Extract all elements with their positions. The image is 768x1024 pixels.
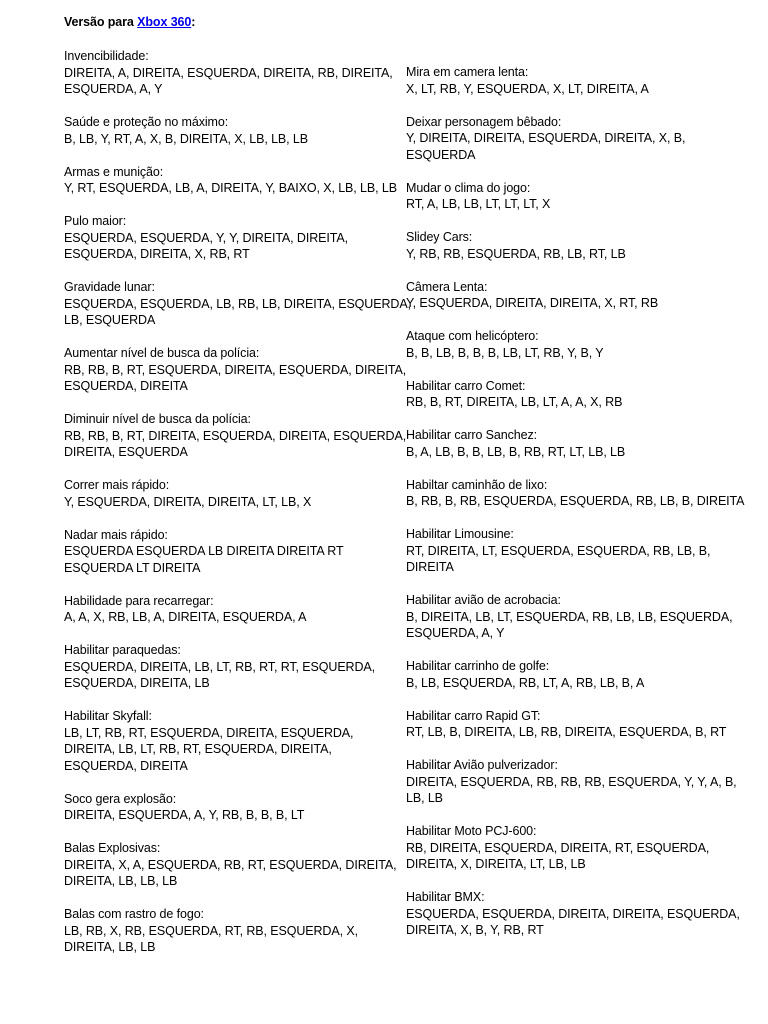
cheat-code bbox=[64, 428, 406, 461]
cheat-name: Habilitar Limousine: bbox=[406, 527, 514, 541]
cheat-code bbox=[406, 444, 756, 461]
cheat-code-line: DIREITA, X, A, ESQUERDA, RB, RT, ESQUERDA, DIREITA, bbox=[64, 857, 397, 872]
cheat-code-line: DIREITA, ESQUERDA, RB, RB, RB, ESQUERDA, Y, Y, A, B, bbox=[406, 774, 737, 789]
cheat-code-line: B, RB, B, RB, ESQUERDA, ESQUERDA, RB, LB, B, DIREITA bbox=[406, 494, 745, 508]
cheat-name: Balas com rastro de fogo: bbox=[64, 907, 204, 921]
cheat-code bbox=[406, 493, 756, 510]
cheat-code-line: ESQUERDA, A, Y bbox=[64, 82, 163, 96]
cheat-code bbox=[406, 246, 756, 263]
cheat-section bbox=[406, 477, 756, 510]
cheat-code bbox=[406, 840, 756, 873]
cheat-code-line: X, LT, RB, Y, ESQUERDA, X, LT, DIREITA, A bbox=[406, 81, 649, 96]
cheat-name: Habilitar avião de acrobacia: bbox=[406, 593, 561, 607]
cheat-code bbox=[64, 923, 406, 956]
cheat-name: Saúde e proteção no máximo: bbox=[64, 115, 229, 129]
cheat-name: Gravidade lunar: bbox=[64, 280, 155, 294]
cheat-code bbox=[406, 196, 756, 213]
cheat-code bbox=[64, 725, 406, 775]
cheat-name: Habilitar BMX: bbox=[406, 890, 485, 904]
cheat-code-line: ESQUERDA, DIREITA bbox=[64, 758, 188, 773]
cheat-code-line: ESQUERDA, DIREITA, X, RB, RT bbox=[64, 247, 250, 261]
cheat-section bbox=[64, 48, 406, 98]
cheat-name: Habilitar Moto PCJ-600: bbox=[406, 824, 537, 838]
cheat-code bbox=[64, 609, 406, 626]
title-prefix: Versão para bbox=[64, 15, 138, 29]
cheat-name: Habiltar caminhão de lixo: bbox=[406, 477, 548, 492]
cheat-section bbox=[64, 791, 406, 824]
cheat-code-line: ESQUERDA, A, Y bbox=[406, 626, 505, 640]
cheat-code-line: ESQUERDA bbox=[406, 147, 476, 162]
cheat-name: Câmera Lenta: bbox=[406, 279, 488, 294]
cheat-section bbox=[64, 114, 406, 147]
cheat-code bbox=[406, 724, 756, 741]
cheat-name: Slidey Cars: bbox=[406, 230, 473, 244]
cheat-section bbox=[64, 477, 406, 510]
cheat-code-line: DIREITA, LB, LB, LB bbox=[64, 874, 178, 888]
cheat-code-line: DIREITA, X, DIREITA, LT, LB, LB bbox=[406, 857, 586, 871]
cheat-name: Habilitar carro Rapid GT: bbox=[406, 708, 541, 723]
cheat-name: Invencibilidade: bbox=[64, 49, 149, 63]
cheat-name: Deixar personagem bêbado: bbox=[406, 114, 562, 129]
cheat-code bbox=[64, 131, 406, 148]
left-column bbox=[64, 48, 411, 972]
cheat-section bbox=[406, 592, 756, 642]
cheat-code bbox=[406, 81, 756, 98]
cheat-code-line: ESQUERDA, DIREITA bbox=[64, 379, 188, 393]
cheat-code-line: A, A, X, RB, LB, A, DIREITA, ESQUERDA, A bbox=[64, 610, 307, 624]
cheat-code-line: B, LB, Y, RT, A, X, B, DIREITA, X, LB, LB, LB bbox=[64, 131, 308, 146]
cheat-name: Habilitar carro Sanchez: bbox=[406, 428, 537, 442]
cheat-section bbox=[406, 757, 756, 807]
cheat-section bbox=[406, 823, 756, 873]
title-suffix: : bbox=[191, 15, 196, 29]
cheat-code-line: LB, LB bbox=[406, 791, 443, 805]
cheat-code bbox=[64, 807, 406, 824]
cheat-code bbox=[406, 675, 756, 692]
cheat-name: Pulo maior: bbox=[64, 214, 127, 228]
cheat-section bbox=[64, 708, 406, 774]
cheat-code bbox=[64, 230, 406, 263]
cheat-section bbox=[406, 64, 756, 97]
cheat-section bbox=[406, 180, 756, 213]
cheat-code-line: B, LB, ESQUERDA, RB, LT, A, RB, LB, B, A bbox=[406, 675, 645, 690]
cheat-code-line: ESQUERDA, ESQUERDA, Y, Y, DIREITA, DIREITA, bbox=[64, 230, 348, 245]
cheat-code-line: ESQUERDA, DIREITA, LB, LT, RB, RT, RT, ESQUERDA, bbox=[64, 659, 376, 674]
cheat-code bbox=[406, 774, 756, 807]
cheat-code bbox=[64, 494, 406, 511]
cheat-section bbox=[406, 526, 756, 576]
cheat-code-line: DIREITA, ESQUERDA, A, Y, RB, B, B, B, LT bbox=[64, 808, 305, 822]
cheat-code bbox=[64, 362, 406, 395]
cheat-code-line: Y, RT, ESQUERDA, LB, A, DIREITA, Y, BAIXO, X, LB, LB, LB bbox=[64, 181, 397, 195]
cheat-name: Diminuir nível de busca da polícia: bbox=[64, 412, 251, 426]
cheat-section bbox=[406, 279, 756, 312]
cheat-code bbox=[406, 130, 756, 163]
cheat-section bbox=[64, 906, 406, 956]
cheat-code-line: Y, RB, RB, ESQUERDA, RB, LB, RT, LB bbox=[406, 246, 626, 261]
cheat-code-line: LB, LT, RB, RT, ESQUERDA, DIREITA, ESQUERDA, bbox=[64, 725, 354, 740]
cheat-code-line: LB, ESQUERDA bbox=[64, 313, 156, 327]
cheat-name: Habilitar carrinho de golfe: bbox=[406, 659, 550, 673]
cheat-name: Correr mais rápido: bbox=[64, 478, 170, 492]
cheat-code-line: RB, RB, B, RT, DIREITA, ESQUERDA, DIREITA, ESQUERDA, bbox=[64, 428, 407, 443]
cheat-code-line: RT, A, LB, LB, LT, LT, LT, X bbox=[406, 197, 551, 211]
xbox-360-link[interactable]: Xbox 360 bbox=[137, 15, 192, 29]
cheat-name: Ataque com helicóptero: bbox=[406, 329, 539, 343]
cheat-name: Habilitar carro Comet: bbox=[406, 378, 526, 393]
cheat-code-line: DIREITA, A, DIREITA, ESQUERDA, DIREITA, RB, DIREITA, bbox=[64, 65, 393, 80]
cheat-name: Habilitar Avião pulverizador: bbox=[406, 758, 558, 772]
cheat-code bbox=[406, 609, 756, 642]
cheat-code bbox=[64, 659, 406, 692]
cheat-code-line: B, DIREITA, LB, LT, ESQUERDA, RB, LB, LB, ESQUERDA, bbox=[406, 609, 733, 624]
cheat-code bbox=[64, 180, 406, 197]
cheat-code bbox=[406, 345, 756, 362]
cheat-section bbox=[406, 427, 756, 460]
cheat-code-line: RB, B, RT, DIREITA, LB, LT, A, A, X, RB bbox=[406, 395, 623, 409]
cheat-code-line: ESQUERDA, ESQUERDA, LB, RB, LB, DIREITA, ESQUERDA, bbox=[64, 296, 411, 311]
cheat-name: Armas e munição: bbox=[64, 164, 164, 179]
cheat-name: Nadar mais rápido: bbox=[64, 527, 168, 542]
cheat-name: Habilitar paraquedas: bbox=[64, 643, 181, 657]
cheat-code-line: DIREITA, LB, LT, RB, RT, ESQUERDA, DIREITA, bbox=[64, 742, 332, 756]
cheat-code-line: DIREITA, ESQUERDA bbox=[64, 445, 188, 459]
cheat-name: Habilitar Skyfall: bbox=[64, 709, 152, 723]
right-column bbox=[406, 64, 756, 955]
cheat-section bbox=[64, 593, 406, 626]
cheat-name: Soco gera explosão: bbox=[64, 791, 177, 806]
cheat-section bbox=[406, 889, 756, 939]
cheat-section bbox=[406, 114, 756, 164]
cheat-code-line: B, A, LB, B, B, LB, B, RB, RT, LT, LB, LB bbox=[406, 444, 626, 459]
cheat-code-line: RB, RB, B, RT, ESQUERDA, DIREITA, ESQUERDA, DIREITA, bbox=[64, 362, 407, 377]
cheat-code-line: ESQUERDA, DIREITA, LB bbox=[64, 676, 210, 690]
cheat-section bbox=[64, 527, 406, 577]
cheat-code-line: DIREITA, LB, LB bbox=[64, 940, 156, 954]
cheat-section bbox=[406, 708, 756, 741]
cheat-code-line: LB, RB, X, RB, ESQUERDA, RT, RB, ESQUERDA, X, bbox=[64, 923, 358, 938]
cheat-name: Mira em camera lenta: bbox=[406, 65, 529, 79]
cheat-code bbox=[64, 543, 406, 576]
cheat-code-line: Y, DIREITA, DIREITA, ESQUERDA, DIREITA, X, B, bbox=[406, 131, 686, 145]
cheat-name: Aumentar nível de busca da polícia: bbox=[64, 346, 260, 360]
cheat-section bbox=[406, 658, 756, 691]
cheat-code-line: ESQUERDA LT DIREITA bbox=[64, 560, 201, 575]
cheat-code-line: B, B, LB, B, B, B, LB, LT, RB, Y, B, Y bbox=[406, 345, 604, 360]
cheat-code-line: DIREITA, X, B, Y, RB, RT bbox=[406, 923, 544, 937]
cheat-code-line: ESQUERDA ESQUERDA LB DIREITA DIREITA RT bbox=[64, 544, 344, 558]
cheat-code-line: RB, DIREITA, ESQUERDA, DIREITA, RT, ESQUERDA, bbox=[406, 840, 710, 855]
cheat-section bbox=[64, 345, 406, 395]
cheat-code bbox=[406, 295, 756, 312]
cheat-section bbox=[406, 328, 756, 361]
cheat-code bbox=[406, 906, 756, 939]
cheat-code bbox=[406, 394, 756, 411]
cheat-code-line: Y, ESQUERDA, DIREITA, DIREITA, LT, LB, X bbox=[64, 494, 312, 509]
page-title bbox=[64, 14, 195, 31]
cheat-section bbox=[64, 642, 406, 692]
cheat-section bbox=[64, 411, 406, 461]
cheat-code bbox=[64, 65, 406, 98]
cheat-name: Mudar o clima do jogo: bbox=[406, 180, 531, 195]
cheat-code bbox=[64, 296, 411, 329]
cheat-code-line: RT, DIREITA, LT, ESQUERDA, ESQUERDA, RB, LB, B, bbox=[406, 543, 711, 558]
cheat-code-line: RT, LB, B, DIREITA, LB, RB, DIREITA, ESQUERDA, B, RT bbox=[406, 725, 727, 739]
cheat-section bbox=[406, 378, 756, 411]
cheat-code bbox=[64, 857, 406, 890]
cheat-section bbox=[64, 279, 411, 329]
cheat-code-line: ESQUERDA, ESQUERDA, DIREITA, DIREITA, ESQUERDA, bbox=[406, 906, 740, 921]
cheat-section bbox=[64, 213, 406, 263]
cheat-section bbox=[64, 164, 406, 197]
cheat-code bbox=[406, 543, 756, 576]
cheat-section bbox=[64, 840, 406, 890]
cheat-section bbox=[406, 229, 756, 262]
cheat-name: Balas Explosivas: bbox=[64, 841, 161, 855]
cheat-code-line: DIREITA bbox=[406, 560, 454, 574]
cheat-name: Habilidade para recarregar: bbox=[64, 593, 214, 608]
cheat-code-line: Y, ESQUERDA, DIREITA, DIREITA, X, RT, RB bbox=[406, 296, 659, 310]
